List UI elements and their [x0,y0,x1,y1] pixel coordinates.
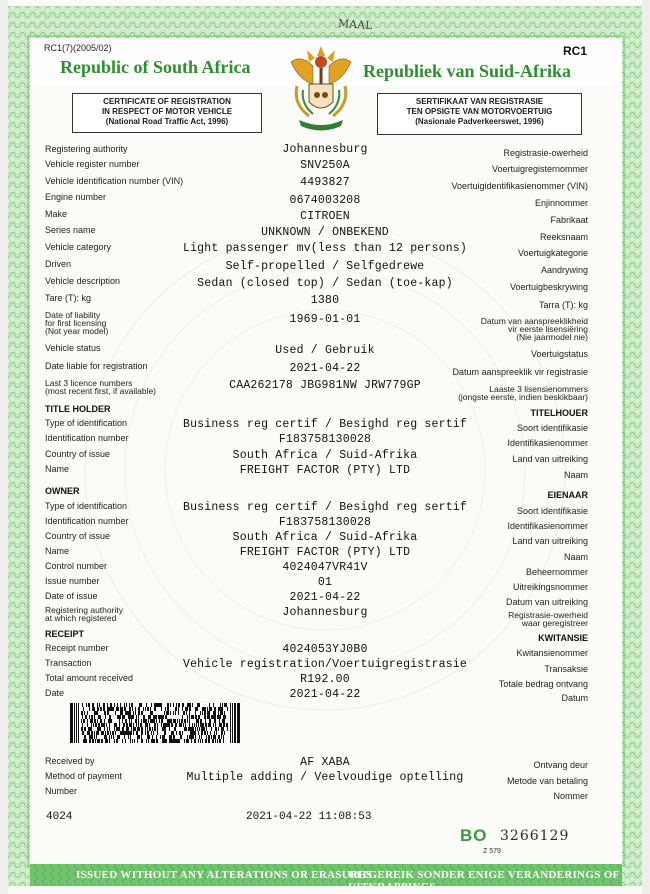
field-label-line1: Registering authority [45,605,123,615]
cert-en-line3: (National Road Traffic Act, 1996) [105,117,229,126]
field-label: Vehicle description [45,276,121,286]
field-control-number [0,561,650,577]
field-label-af: Voertuigidentifikasienommer (VIN) [451,181,588,191]
section-title-holder-af: TITELHOUER [530,408,588,418]
field-owner-id-number [0,516,650,532]
field-value: Johannesburg [282,143,368,156]
field-label-line1: Last 3 licence numbers [45,378,133,388]
field-label-af: Identifikasienommer [507,438,588,448]
field-label-af: Fabrikaat [550,215,588,225]
field-label: Tare (T): kg [45,293,92,303]
field-value: FREIGHT FACTOR (PTY) LTD [239,546,411,559]
field-register-number [0,160,650,176]
field-value: 1969-01-01 [289,313,361,326]
field-value: Self-propelled / Selfgedrewe [225,260,425,273]
field-label-af: Datum aanspreeklik vir registrasie [452,367,588,377]
field-label: Number [45,786,78,796]
field-issue-number [0,576,650,592]
field-label: Vehicle category [45,242,112,252]
field-last-licence-numbers [0,379,650,401]
field-value: South Africa / Suid-Afrika [232,531,418,544]
field-label-af: Naam [563,470,588,480]
title-english: Republic of South Africa [60,57,251,77]
field-th-country [0,449,650,465]
field-label-af: Beheernommer [525,567,588,577]
cert-en-line2: IN RESPECT OF MOTOR VEHICLE [101,107,233,116]
field-value: Multiple adding / Veelvoudige optelling [186,771,464,784]
field-value: 4493827 [300,176,350,189]
field-label-af-line1: Datum van aanspreeklikheid [480,316,588,326]
field-label-line2: (most recent first, if available) [45,386,157,396]
field-owner-name [0,546,650,562]
field-transaction [0,658,650,674]
field-series-name [0,226,650,242]
certificate-title-english [72,93,262,133]
cert-af-line3: (Nasionale Padverkeerswet, 1996) [415,117,544,126]
field-label-af-line2: waar geregistreer [521,618,588,628]
issue-datetime: 2021-04-22 11:08:53 [246,811,372,823]
field-label: Date of issue [45,591,98,601]
field-label-af-line1: Registrasie-owerheid [508,610,588,620]
field-th-name [0,464,650,480]
field-label-af: Aandrywing [540,265,588,275]
field-label-af-line3: (Nie jaarmodel nie) [516,332,588,342]
field-value: 4024053YJ0B0 [282,643,368,656]
field-label-af: Totale bedrag ontvang [498,679,588,689]
field-label-line2: at which registered [45,613,117,623]
field-label: Date [45,688,65,698]
form-id: RC1 [563,44,588,58]
field-label-af: Datum [561,693,588,703]
field-label: Method of payment [45,771,123,781]
field-value: AF XABA [300,756,350,769]
field-vin [0,177,650,193]
field-label: Transaction [45,658,92,668]
cert-af-line2: TEN OPSIGTE VAN MOTORVOERTUIG [406,107,553,116]
field-label-af: Land van uitreiking [512,454,588,464]
field-value: Used / Gebruik [275,344,375,357]
field-received-by [0,756,650,772]
field-receipt-number [0,643,650,659]
field-label: Vehicle status [45,343,101,353]
field-value: F183758130028 [278,516,372,529]
field-label: Receipt number [45,643,109,653]
field-label: Country of issue [45,531,111,541]
field-label-af: Voertuigkategorie [517,248,588,258]
field-label: Received by [45,756,95,766]
field-receipt-date [0,688,650,704]
footer-afrikaans: UITGEREIK SONDER ENIGE VERANDERINGS OF UITKRAPPINGS [348,869,620,893]
field-value: CITROEN [300,210,350,223]
field-label-line1: Date of liability [45,310,101,320]
form-code: RC1(7)(2005/02) [44,43,112,53]
field-label-af: Enjinnommer [534,198,588,208]
field-value: South Africa / Suid-Afrika [232,449,418,462]
field-label: Issue number [45,576,100,586]
handwritten-note: MAAL [337,16,373,33]
field-label-af: Nommer [553,791,588,801]
field-vehicle-status [0,344,650,360]
field-method-of-payment [0,771,650,787]
field-label: Total amount received [45,673,134,683]
field-label-af: Reeksnaam [539,232,588,242]
field-value: UNKNOWN / ONBEKEND [261,226,389,239]
field-date-of-liability [0,311,650,341]
field-value: Business reg certif / Besighd reg sertif [182,418,468,431]
field-total-amount [0,673,650,689]
field-label-af: Uitreikingsnommer [512,582,588,592]
field-label: Series name [45,225,96,235]
field-registering-authority-at [0,606,650,626]
field-label-af: Naam [563,552,588,562]
title-afrikaans: Republiek van Suid-Afrika [363,61,572,81]
field-owner-id-type [0,501,650,517]
field-label-af: Ontvang deur [533,760,588,770]
field-value: Light passenger mv(less than 12 persons) [182,242,468,255]
section-owner-af: EIENAAR [547,490,588,500]
field-driven [0,260,650,276]
field-value: F183758130028 [278,433,372,446]
field-label: Registering authority [45,144,128,154]
field-label: Type of identification [45,501,128,511]
field-number [0,786,650,802]
field-label-af: Soort identifikasie [516,506,588,516]
field-label: Engine number [45,192,107,202]
field-label-af: Land van uitreiking [512,536,588,546]
field-value: CAA262178 JBG981NW JRW779GP [229,379,421,392]
field-value: Johannesburg [282,606,368,619]
field-label-line3: (Not year model) [45,326,109,336]
section-owner: OWNER [45,486,80,496]
field-label: Driven [45,259,72,269]
field-label: Country of issue [45,449,111,459]
coat-of-arms-icon [283,40,359,136]
field-label-line2: for first licensing [45,318,107,328]
certificate-title-afrikaans [377,93,582,135]
field-value: 2021-04-22 [289,362,361,375]
footer-english: ISSUED WITHOUT ANY ALTERATIONS OR ERASURES [76,869,373,881]
field-value: 01 [317,576,333,589]
field-make [0,210,650,226]
field-value: FREIGHT FACTOR (PTY) LTD [239,464,411,477]
cert-en-line1: CERTIFICATE OF REGISTRATION [103,97,231,106]
field-label-af: Voertuigstatus [530,349,588,359]
field-th-id-number [0,433,650,449]
field-label-af: Datum van uitreiking [505,597,588,607]
field-vehicle-description [0,277,650,293]
pdf417-barcode [70,703,240,743]
field-value: 1380 [310,294,340,307]
field-label-af-line1: Laaste 3 lisensienommers [489,384,588,394]
field-vehicle-category [0,243,650,259]
field-label: Control number [45,561,108,571]
field-owner-country [0,531,650,547]
field-label: Type of identification [45,418,128,428]
field-value: Business reg certif / Besighd reg sertif [182,501,468,514]
field-label: Identification number [45,516,129,526]
field-tare [0,294,650,310]
field-engine-number [0,193,650,209]
field-value: Sedan (closed top) / Sedan (toe-kap) [197,277,453,290]
form-reference: Z 579 [483,848,501,855]
serial-number: 3266129 [500,828,570,844]
field-value: 0674003208 [289,194,361,207]
field-label: Vehicle register number [45,159,140,169]
field-label-af: Registrasie-owerheid [503,148,588,158]
field-label-af: Voertuigregisternommer [491,164,588,174]
field-label: Make [45,209,68,219]
field-value: 4024047VR41V [282,561,368,574]
field-value: SNV250A [300,159,350,172]
field-label: Vehicle identification number (VIN) [45,176,184,186]
field-value: R192.00 [300,673,350,686]
field-label-af-line2: (jongste eerste, indien beskikbaar) [458,392,588,402]
field-label-af-line2: vir eerste lisensiëring [508,324,588,334]
section-receipt-af: KWITANSIE [538,633,588,643]
field-value: 2021-04-22 [289,688,361,701]
field-label-af: Tarra (T): kg [538,300,588,310]
field-date-liable-registration [0,362,650,378]
office-code: 4024 [46,811,73,823]
field-label: Identification number [45,433,129,443]
field-label: Date liable for registration [45,361,148,371]
field-label-af: Transaksie [544,664,588,674]
field-registering-authority [0,144,650,160]
cert-af-line1: SERTIFIKAAT VAN REGISTRASIE [415,97,544,106]
field-label-af: Soort identifikasie [516,423,588,433]
field-label-af: Kwitansienommer [516,648,588,658]
field-label-af: Voertuigbeskrywing [509,282,588,292]
field-th-id-type [0,418,650,434]
field-label: Name [45,546,70,556]
field-value: 2021-04-22 [289,591,361,604]
field-label: Name [45,464,70,474]
field-label-af: Metode van betaling [506,776,588,786]
section-title-holder: TITLE HOLDER [45,404,111,414]
field-value: Vehicle registration/Voertuigregistrasie [182,658,468,671]
section-receipt: RECEIPT [45,629,85,639]
field-label-af: Identifikasienommer [507,521,588,531]
serial-prefix: BO [460,826,488,845]
